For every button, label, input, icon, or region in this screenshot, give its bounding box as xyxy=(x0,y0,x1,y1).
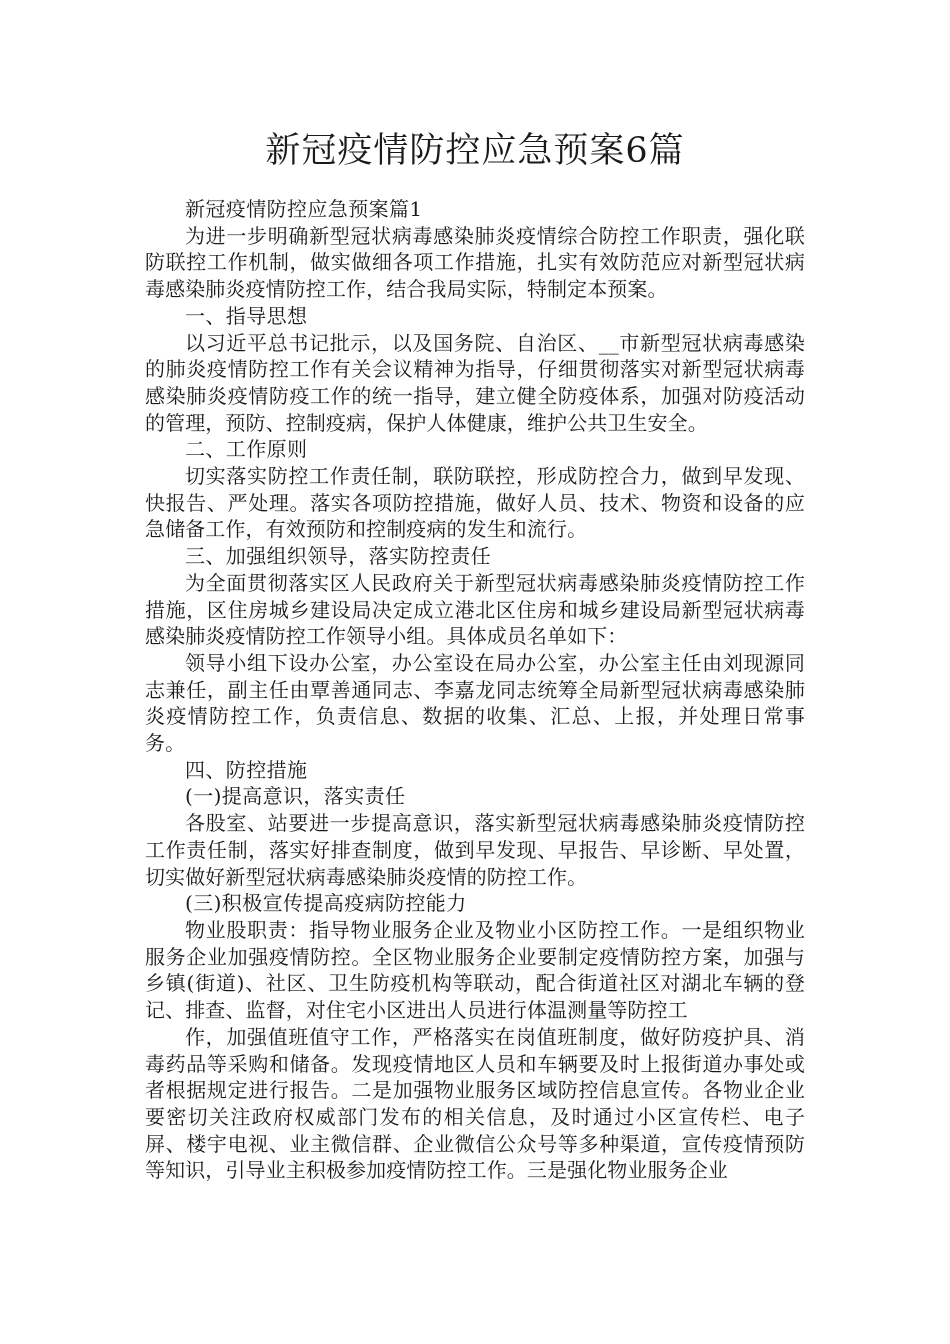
paragraph-property-duties-continued: 作，加强值班值守工作，严格落实在岗值班制度，做好防疫护具、消毒药品等采购和储备。发现疫情地区人员和车辆要及时上报街道办事处或者根据规定进行报告。二是加强物业服务区域防控信息宣传。各物业企业要密切关注政府权威部门发布的相关信息，及时通过小区宣传栏、电子屏、楼宇电视、业主微信群、企业微信公众号等多种渠道，宣传疫情预防等知识，引导业主积极参加疫情防控工作。三是强化物业服务企业 xyxy=(145,1024,805,1183)
section-heading-guiding-ideology: 一、指导思想 xyxy=(185,303,308,328)
paragraph-work-principles: 切实落实防控工作责任制，联防联控，形成防控合力，做到早发现、快报告、严处理。落实各项防控措施，做好人员、技术、物资和设备的应急储备工作，有效预防和控制疫病的发生和流行。 xyxy=(145,464,805,542)
paragraph-property-duties: 物业股职责：指导物业服务企业及物业小区防控工作。一是组织物业服务企业加强疫情防控。全区物业服务企业要制定疫情防控方案，加强与乡镇(街道)、社区、卫生防疫机构等联动，配合街道社区对湖北车辆的登记、排查、监督，对住宅小区进出人员进行体温测量等防控工 xyxy=(145,917,805,1023)
section-heading-measures: 四、防控措施 xyxy=(185,757,308,782)
subsection-heading-publicity: (三)积极宣传提高疫病防控能力 xyxy=(185,891,467,916)
subsection-heading-awareness: (一)提高意识，落实责任 xyxy=(185,784,406,809)
paragraph-intro: 为进一步明确新型冠状病毒感染肺炎疫情综合防控工作职责，强化联防联控工作机制，做实做细各项工作措施，扎实有效防范应对新型冠状病毒感染肺炎疫情防控工作，结合我局实际，特制定本预案。 xyxy=(145,223,805,302)
paragraph-office: 领导小组下设办公室，办公室设在局办公室，办公室主任由刘现源同志兼任，副主任由覃善通同志、李嘉龙同志统筹全局新型冠状病毒感染肺炎疫情防控工作，负责信息、数据的收集、汇总、上报，并处理日常事务。 xyxy=(145,650,805,756)
section-heading-article-1: 新冠疫情防控应急预案篇1 xyxy=(185,197,423,221)
section-heading-leadership: 三、加强组织领导，落实防控责任 xyxy=(185,544,491,569)
document-title: 新冠疫情防控应急预案6篇 xyxy=(265,131,685,171)
section-heading-work-principles: 二、工作原则 xyxy=(185,437,308,462)
paragraph-awareness: 各股室、站要进一步提高意识，落实新型冠状病毒感染肺炎疫情防控工作责任制，落实好排查制度，做到早发现、早报告、早诊断、早处置，切实做好新型冠状病毒感染肺炎疫情的防控工作。 xyxy=(145,811,805,889)
document-body xyxy=(145,196,805,1184)
paragraph-guiding-ideology: 以习近平总书记批示，以及国务院、自治区、__市新型冠状病毒感染的肺炎疫情防控工作有关会议精神为指导，仔细贯彻落实对新型冠状病毒感染肺炎疫情防疫工作的统一指导，建立健全防疫体系，加强对防疫活动的管理，预防、控制疫病，保护人体健康，维护公共卫生安全。 xyxy=(145,330,805,435)
paragraph-leadership: 为全面贯彻落实区人民政府关于新型冠状病毒感染肺炎疫情防控工作措施，区住房城乡建设局决定成立港北区住房和城乡建设局新型冠状病毒感染肺炎疫情防控工作领导小组。具体成员名单如下： xyxy=(145,570,805,649)
